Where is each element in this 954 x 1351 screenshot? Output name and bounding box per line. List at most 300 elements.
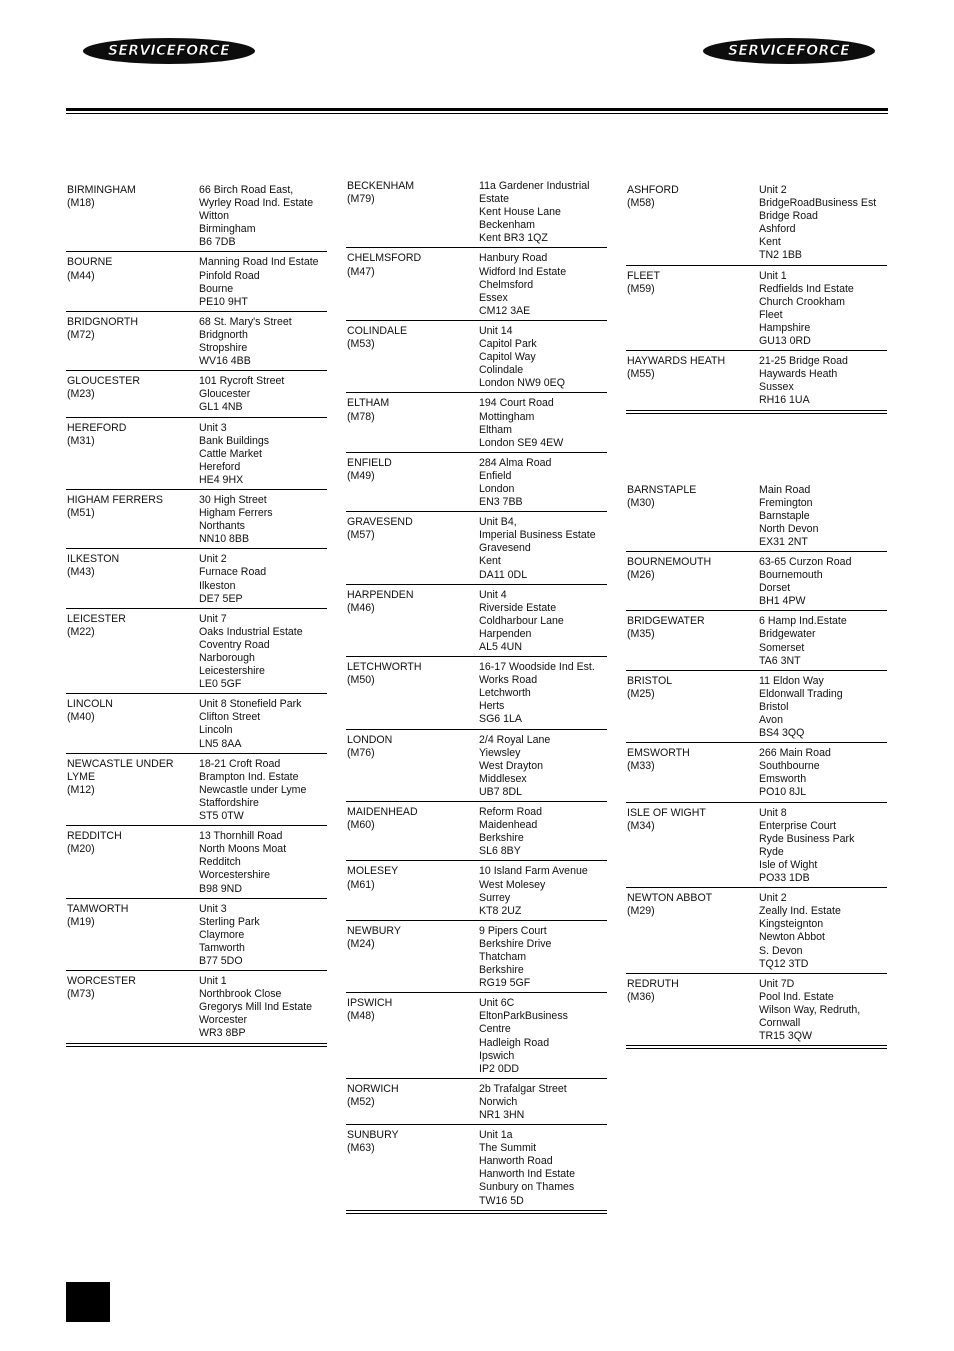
centre-address [199, 184, 327, 249]
service-centre-entry [66, 490, 327, 549]
address-line: Unit 3 [199, 902, 227, 915]
service-centre-entry [346, 248, 607, 320]
address-line: North Moons Moat [199, 843, 287, 856]
centre-location [347, 589, 479, 654]
centre-location [347, 661, 479, 726]
address-line: Somerset [759, 641, 805, 654]
location-line: (M18) [67, 197, 95, 210]
centre-location [67, 184, 199, 249]
location-line: (M33) [627, 760, 655, 773]
centre-location [347, 516, 479, 581]
centre-location [347, 325, 479, 390]
address-line: NR1 3HN [479, 1109, 525, 1121]
address-line: Hereford [199, 460, 241, 473]
address-line: GL1 4NB [199, 401, 243, 414]
location-line: HARPENDEN [347, 588, 414, 601]
address-line: Enfield [479, 469, 512, 482]
address-line: UB7 8DL [479, 785, 522, 798]
address-line: Yiewsley [479, 746, 521, 759]
centre-location [67, 903, 199, 968]
address-line: Bristol [759, 700, 789, 713]
location-line: (M31) [67, 434, 95, 447]
service-centre-entry [346, 176, 607, 248]
address-line: Centre [479, 1023, 511, 1036]
address-line: Bourne [199, 282, 234, 295]
service-centre-entry [66, 754, 327, 826]
service-centre-entry [626, 743, 887, 802]
address-line: Cornwall [759, 1016, 801, 1029]
centre-location [627, 675, 759, 740]
centre-address [199, 830, 327, 895]
address-line: EN3 7BB [479, 496, 523, 509]
address-line: Maidenhead [479, 819, 538, 832]
address-line: Main Road [759, 483, 811, 496]
address-line: Northants [199, 520, 245, 533]
address-line: PE10 9HT [199, 295, 248, 308]
service-centre-entry [66, 609, 327, 695]
centre-location [347, 806, 479, 858]
centre-address [759, 355, 887, 407]
address-line: Berkshire [479, 964, 524, 977]
centre-address [759, 184, 887, 263]
service-centre-entry [66, 694, 327, 753]
location-line: COLINDALE [347, 324, 408, 337]
address-line: TQ12 3TD [759, 957, 809, 970]
centre-location [347, 734, 479, 799]
address-line: LE0 5GF [199, 678, 242, 691]
address-line: EltonParkBusiness [479, 1010, 568, 1023]
location-line: (M51) [67, 507, 95, 520]
centre-location [67, 316, 199, 368]
location-line: (M76) [347, 746, 375, 759]
address-line: North Devon [759, 522, 819, 535]
address-line: Staffordshire [199, 796, 259, 809]
centre-location [67, 375, 199, 414]
location-line: NORWICH [347, 1082, 399, 1095]
address-line: S. Devon [759, 944, 803, 957]
address-line: 10 Island Farm Avenue [479, 865, 588, 878]
centre-location [67, 613, 199, 692]
address-line: West Drayton [479, 759, 543, 772]
location-line: GRAVESEND [347, 516, 413, 529]
address-line: 13 Thornhill Road [199, 830, 283, 843]
service-centre-entry [346, 1125, 607, 1211]
address-line: Enterprise Court [759, 819, 837, 832]
address-line: Reform Road [479, 806, 542, 819]
address-line: Isle of Wight [759, 858, 818, 871]
address-line: 18-21 Croft Road [199, 757, 281, 770]
location-line: IPSWICH [347, 997, 393, 1010]
service-centre-entry [346, 1079, 607, 1125]
service-centre-entry [346, 512, 607, 584]
address-line: Unit 1 [759, 269, 787, 282]
location-line: BRIDGNORTH [67, 315, 139, 328]
address-line: Mottingham [479, 410, 535, 423]
centre-address [479, 252, 607, 317]
address-line: Unit 2 [199, 553, 227, 566]
service-centre-entry [346, 921, 607, 993]
location-line: HAYWARDS HEATH [627, 355, 726, 368]
address-line: B77 5DO [199, 954, 243, 967]
address-line: 11a Gardener Industrial [479, 180, 590, 192]
address-line: Harpenden [479, 627, 532, 640]
location-line: (M58) [627, 197, 655, 210]
address-line: Fleet [759, 308, 783, 321]
address-line: Berkshire Drive [479, 937, 552, 950]
address-line: 66 Birch Road East, [199, 184, 294, 196]
location-line: LETCHWORTH [347, 661, 422, 674]
location-line: (M25) [627, 687, 655, 700]
location-line: (M35) [627, 628, 655, 641]
address-line: DA11 0DL [479, 568, 528, 581]
location-line: (M60) [347, 819, 375, 832]
centre-address [199, 698, 327, 750]
address-line: Stropshire [199, 342, 248, 355]
address-line: 11 Eldon Way [759, 674, 824, 687]
address-line: Dorset [759, 582, 791, 595]
address-line: 16-17 Woodside Ind Est. [479, 661, 595, 674]
service-centre-entry [626, 803, 887, 889]
address-line: Avon [759, 714, 783, 726]
address-column-1 [66, 180, 327, 1047]
address-line: Hampshire [759, 321, 811, 334]
address-line: 30 High Street [199, 493, 267, 506]
address-line: Church Crookham [759, 295, 845, 308]
address-line: Kent [479, 555, 501, 568]
address-line: Oaks Industrial Estate [199, 625, 303, 638]
address-line: Chelmsford [479, 278, 534, 291]
address-line: Bridgnorth [199, 328, 248, 341]
service-centre-entry [626, 266, 887, 352]
centre-address [199, 422, 327, 487]
address-line: Unit 2 [759, 184, 787, 196]
serviceforce-logo [83, 38, 255, 64]
location-line: (M40) [67, 711, 95, 724]
service-centre-entry [346, 861, 607, 920]
address-line: Hanworth Road [479, 1155, 553, 1168]
centre-address [479, 997, 607, 1076]
address-line: Birmingham [199, 223, 256, 236]
centre-address [479, 1083, 607, 1122]
address-line: BridgeRoadBusiness Est [759, 197, 877, 210]
address-line: Hadleigh Road [479, 1036, 550, 1049]
address-line: Sterling Park [199, 915, 260, 928]
address-line: 9 Pipers Court [479, 924, 547, 937]
service-centre-entry [626, 180, 887, 266]
location-line: (M12) [67, 783, 95, 796]
address-line: Gloucester [199, 388, 251, 401]
location-line: ENFIELD [347, 456, 392, 469]
centre-location [67, 698, 199, 750]
address-line: Estate [479, 193, 510, 206]
page-number-box [66, 1282, 110, 1322]
location-line: (M29) [627, 905, 655, 918]
centre-location [67, 553, 199, 605]
address-line: 101 Rycroft Street [199, 375, 285, 388]
service-centre-entry [626, 671, 887, 743]
centre-address [759, 807, 887, 886]
centre-location [627, 556, 759, 608]
location-line: CHELMSFORD [347, 252, 422, 265]
address-line: Tamworth [199, 941, 245, 954]
address-line: PO10 8JL [759, 786, 807, 799]
address-line: TN2 1BB [759, 249, 802, 262]
location-line: (M63) [347, 1142, 375, 1155]
address-line: Ilkeston [199, 579, 236, 592]
centre-address [479, 661, 607, 726]
address-line: AL5 4UN [479, 641, 522, 653]
centre-location [347, 865, 479, 917]
centre-address [759, 556, 887, 608]
address-line: Sussex [759, 381, 794, 394]
address-line: KT8 2UZ [479, 904, 522, 917]
address-line: Berkshire [479, 832, 524, 845]
address-line: Bank Buildings [199, 434, 270, 447]
address-line: Emsworth [759, 773, 807, 786]
address-line: 2b Trafalgar Street [479, 1082, 567, 1095]
centre-location [347, 1083, 479, 1122]
service-centre-entry [66, 312, 327, 371]
address-line: WR3 8BP [199, 1027, 246, 1040]
address-line: LN5 8AA [199, 737, 242, 750]
address-line: West Molesey [479, 878, 546, 891]
address-line: Unit 1a [479, 1129, 513, 1142]
location-line: (M79) [347, 193, 375, 206]
address-line: Wilson Way, Redruth, [759, 1003, 861, 1016]
address-line: Kent [759, 236, 781, 249]
address-line: RG19 5GF [479, 977, 531, 990]
location-line: (M46) [347, 601, 375, 614]
centre-address [199, 758, 327, 823]
centre-address [479, 1129, 607, 1208]
address-line: Unit 14 [479, 324, 513, 337]
centre-location [347, 997, 479, 1076]
centre-location [347, 252, 479, 317]
centre-address [479, 925, 607, 990]
centre-address [759, 978, 887, 1043]
location-line: (M50) [347, 674, 375, 687]
address-line: Thatcham [479, 950, 527, 963]
location-line: ELTHAM [347, 397, 390, 410]
centre-location [627, 270, 759, 349]
service-centre-entry [346, 585, 607, 657]
address-line: CM12 3AE [479, 304, 531, 317]
location-line: MOLESEY [347, 865, 399, 878]
address-line: Ipswich [479, 1049, 515, 1062]
service-centre-entry [626, 480, 887, 552]
address-line: Southbourne [759, 760, 820, 773]
centre-location [347, 180, 479, 245]
location-line: GLOUCESTER [67, 375, 140, 388]
service-centre-entry [66, 371, 327, 417]
location-line: BRISTOL [627, 674, 673, 687]
address-line: Higham Ferrers [199, 507, 273, 520]
address-line: Worcestershire [199, 869, 271, 882]
centre-location [627, 892, 759, 971]
location-line: BOURNE [67, 256, 113, 269]
centre-location [627, 807, 759, 886]
centre-address [759, 615, 887, 667]
address-line: Works Road [479, 674, 538, 687]
service-centre-entry [346, 453, 607, 512]
centre-address [479, 589, 607, 654]
location-line: NEWBURY [347, 924, 401, 937]
location-line: (M78) [347, 410, 375, 423]
address-line: Claymore [199, 928, 245, 941]
location-line: (M55) [627, 368, 655, 381]
centre-location [347, 925, 479, 990]
address-line: TR15 3QW [759, 1030, 812, 1043]
address-line: IP2 0DD [479, 1062, 520, 1075]
location-line: REDDITCH [67, 830, 122, 843]
address-line: Unit 3 [199, 421, 227, 434]
address-line: Middlesex [479, 772, 527, 785]
address-line: Clifton Street [199, 711, 261, 724]
address-line: 63-65 Curzon Road [759, 555, 852, 568]
location-line: EMSWORTH [627, 747, 690, 760]
header-rule [66, 108, 888, 111]
centre-address [479, 180, 607, 245]
location-line: (M43) [67, 566, 95, 579]
address-line: Zeally Ind. Estate [759, 905, 841, 918]
address-line: 68 St. Mary's Street [199, 315, 292, 328]
address-line: Riverside Estate [479, 601, 557, 614]
centre-address [479, 516, 607, 581]
location-line: (M19) [67, 915, 95, 928]
address-line: Ryde [759, 845, 784, 858]
location-line: (M52) [347, 1095, 375, 1108]
address-line: Letchworth [479, 687, 531, 700]
address-line: Brampton Ind. Estate [199, 770, 299, 783]
address-line: Redfields Ind Estate [759, 282, 854, 295]
address-line: GU13 0RD [759, 335, 811, 348]
address-line: Widford Ind Estate [479, 265, 567, 278]
address-line: Bridgewater [759, 628, 816, 641]
centre-address [479, 457, 607, 509]
address-column-3 [626, 180, 887, 1049]
brand-text: SERVICEFORCE [728, 43, 850, 59]
location-line: ISLE OF WIGHT [627, 806, 706, 819]
location-line: LONDON [347, 733, 393, 746]
service-centre-entry [626, 888, 887, 974]
centre-location [67, 422, 199, 487]
address-line: EX31 2NT [759, 535, 808, 548]
service-centre-entry [66, 826, 327, 898]
address-line: Beckenham [479, 219, 535, 232]
address-line: Kent BR3 1QZ [479, 232, 548, 245]
location-line: (M48) [347, 1010, 375, 1023]
centre-address [479, 397, 607, 449]
location-line: WORCESTER [67, 975, 136, 988]
address-line: Fremington [759, 496, 813, 509]
address-line: The Summit [479, 1142, 537, 1155]
centre-address [199, 975, 327, 1040]
location-line: SUNBURY [347, 1129, 399, 1142]
address-line: WV16 4BB [199, 355, 251, 368]
address-line: Unit 6C [479, 997, 515, 1010]
centre-address [759, 675, 887, 740]
location-line: (M30) [627, 496, 655, 509]
location-line: MAIDENHEAD [347, 806, 418, 819]
column-end-rule [626, 1048, 887, 1049]
address-line: Redditch [199, 856, 241, 869]
location-line: LYME [67, 770, 96, 783]
centre-location [627, 355, 759, 407]
location-line: (M44) [67, 269, 95, 282]
centre-address [199, 613, 327, 692]
location-line: FLEET [627, 269, 660, 282]
address-line: Unit 7D [759, 977, 795, 990]
address-line: Capitol Park [479, 338, 537, 351]
location-line: BIRMINGHAM [67, 184, 136, 196]
centre-address [199, 553, 327, 605]
service-centre-entry [626, 974, 887, 1046]
address-line: Newton Abbot [759, 931, 825, 944]
centre-address [479, 734, 607, 799]
address-line: Unit 2 [759, 892, 787, 905]
location-line: NEWCASTLE UNDER [67, 757, 174, 770]
serviceforce-logo [703, 38, 875, 64]
address-line: B98 9ND [199, 882, 242, 895]
address-line: Lincoln [199, 724, 233, 737]
address-line: Kingsteignton [759, 918, 824, 931]
centre-address [199, 316, 327, 368]
centre-location [347, 457, 479, 509]
service-centre-entry [346, 730, 607, 802]
address-line: Surrey [479, 891, 511, 904]
location-line: (M36) [627, 990, 655, 1003]
centre-address [759, 892, 887, 971]
service-centre-entry [346, 802, 607, 861]
location-line: (M34) [627, 819, 655, 832]
centre-location [347, 1129, 479, 1208]
address-line: TA6 3NT [759, 654, 801, 667]
address-line: Coventry Road [199, 638, 270, 651]
service-centre-entry [66, 899, 327, 971]
address-line: Cattle Market [199, 447, 262, 460]
address-line: Kent House Lane [479, 206, 561, 219]
address-line: B6 7DB [199, 236, 236, 249]
address-line: Gravesend [479, 542, 531, 555]
address-line: Coldharbour Lane [479, 614, 564, 627]
location-line: (M47) [347, 265, 375, 278]
address-line: SG6 1LA [479, 713, 522, 726]
address-line: Essex [479, 291, 508, 304]
address-line: Northbrook Close [199, 988, 282, 1001]
centre-location [627, 184, 759, 263]
column-gap [626, 414, 887, 480]
location-line: (M53) [347, 338, 375, 351]
address-line: HE4 9HX [199, 473, 244, 486]
centre-address [479, 865, 607, 917]
address-line: Unit 7 [199, 612, 227, 625]
address-line: Ryde Business Park [759, 832, 855, 845]
centre-address [199, 494, 327, 546]
address-line: Norwich [479, 1095, 518, 1108]
address-line: Pinfold Road [199, 269, 260, 282]
address-line: Hanbury Road [479, 252, 548, 265]
location-line: (M26) [627, 569, 655, 582]
location-line: LEICESTER [67, 612, 126, 625]
address-line: Worcester [199, 1014, 248, 1027]
centre-address [199, 375, 327, 414]
address-line: Bournemouth [759, 569, 823, 582]
address-line: BH1 4PW [759, 595, 806, 608]
address-line: Sunbury on Thames [479, 1181, 575, 1194]
location-line: (M24) [347, 937, 375, 950]
address-line: Capitol Way [479, 351, 536, 364]
address-line: Leicestershire [199, 665, 265, 678]
